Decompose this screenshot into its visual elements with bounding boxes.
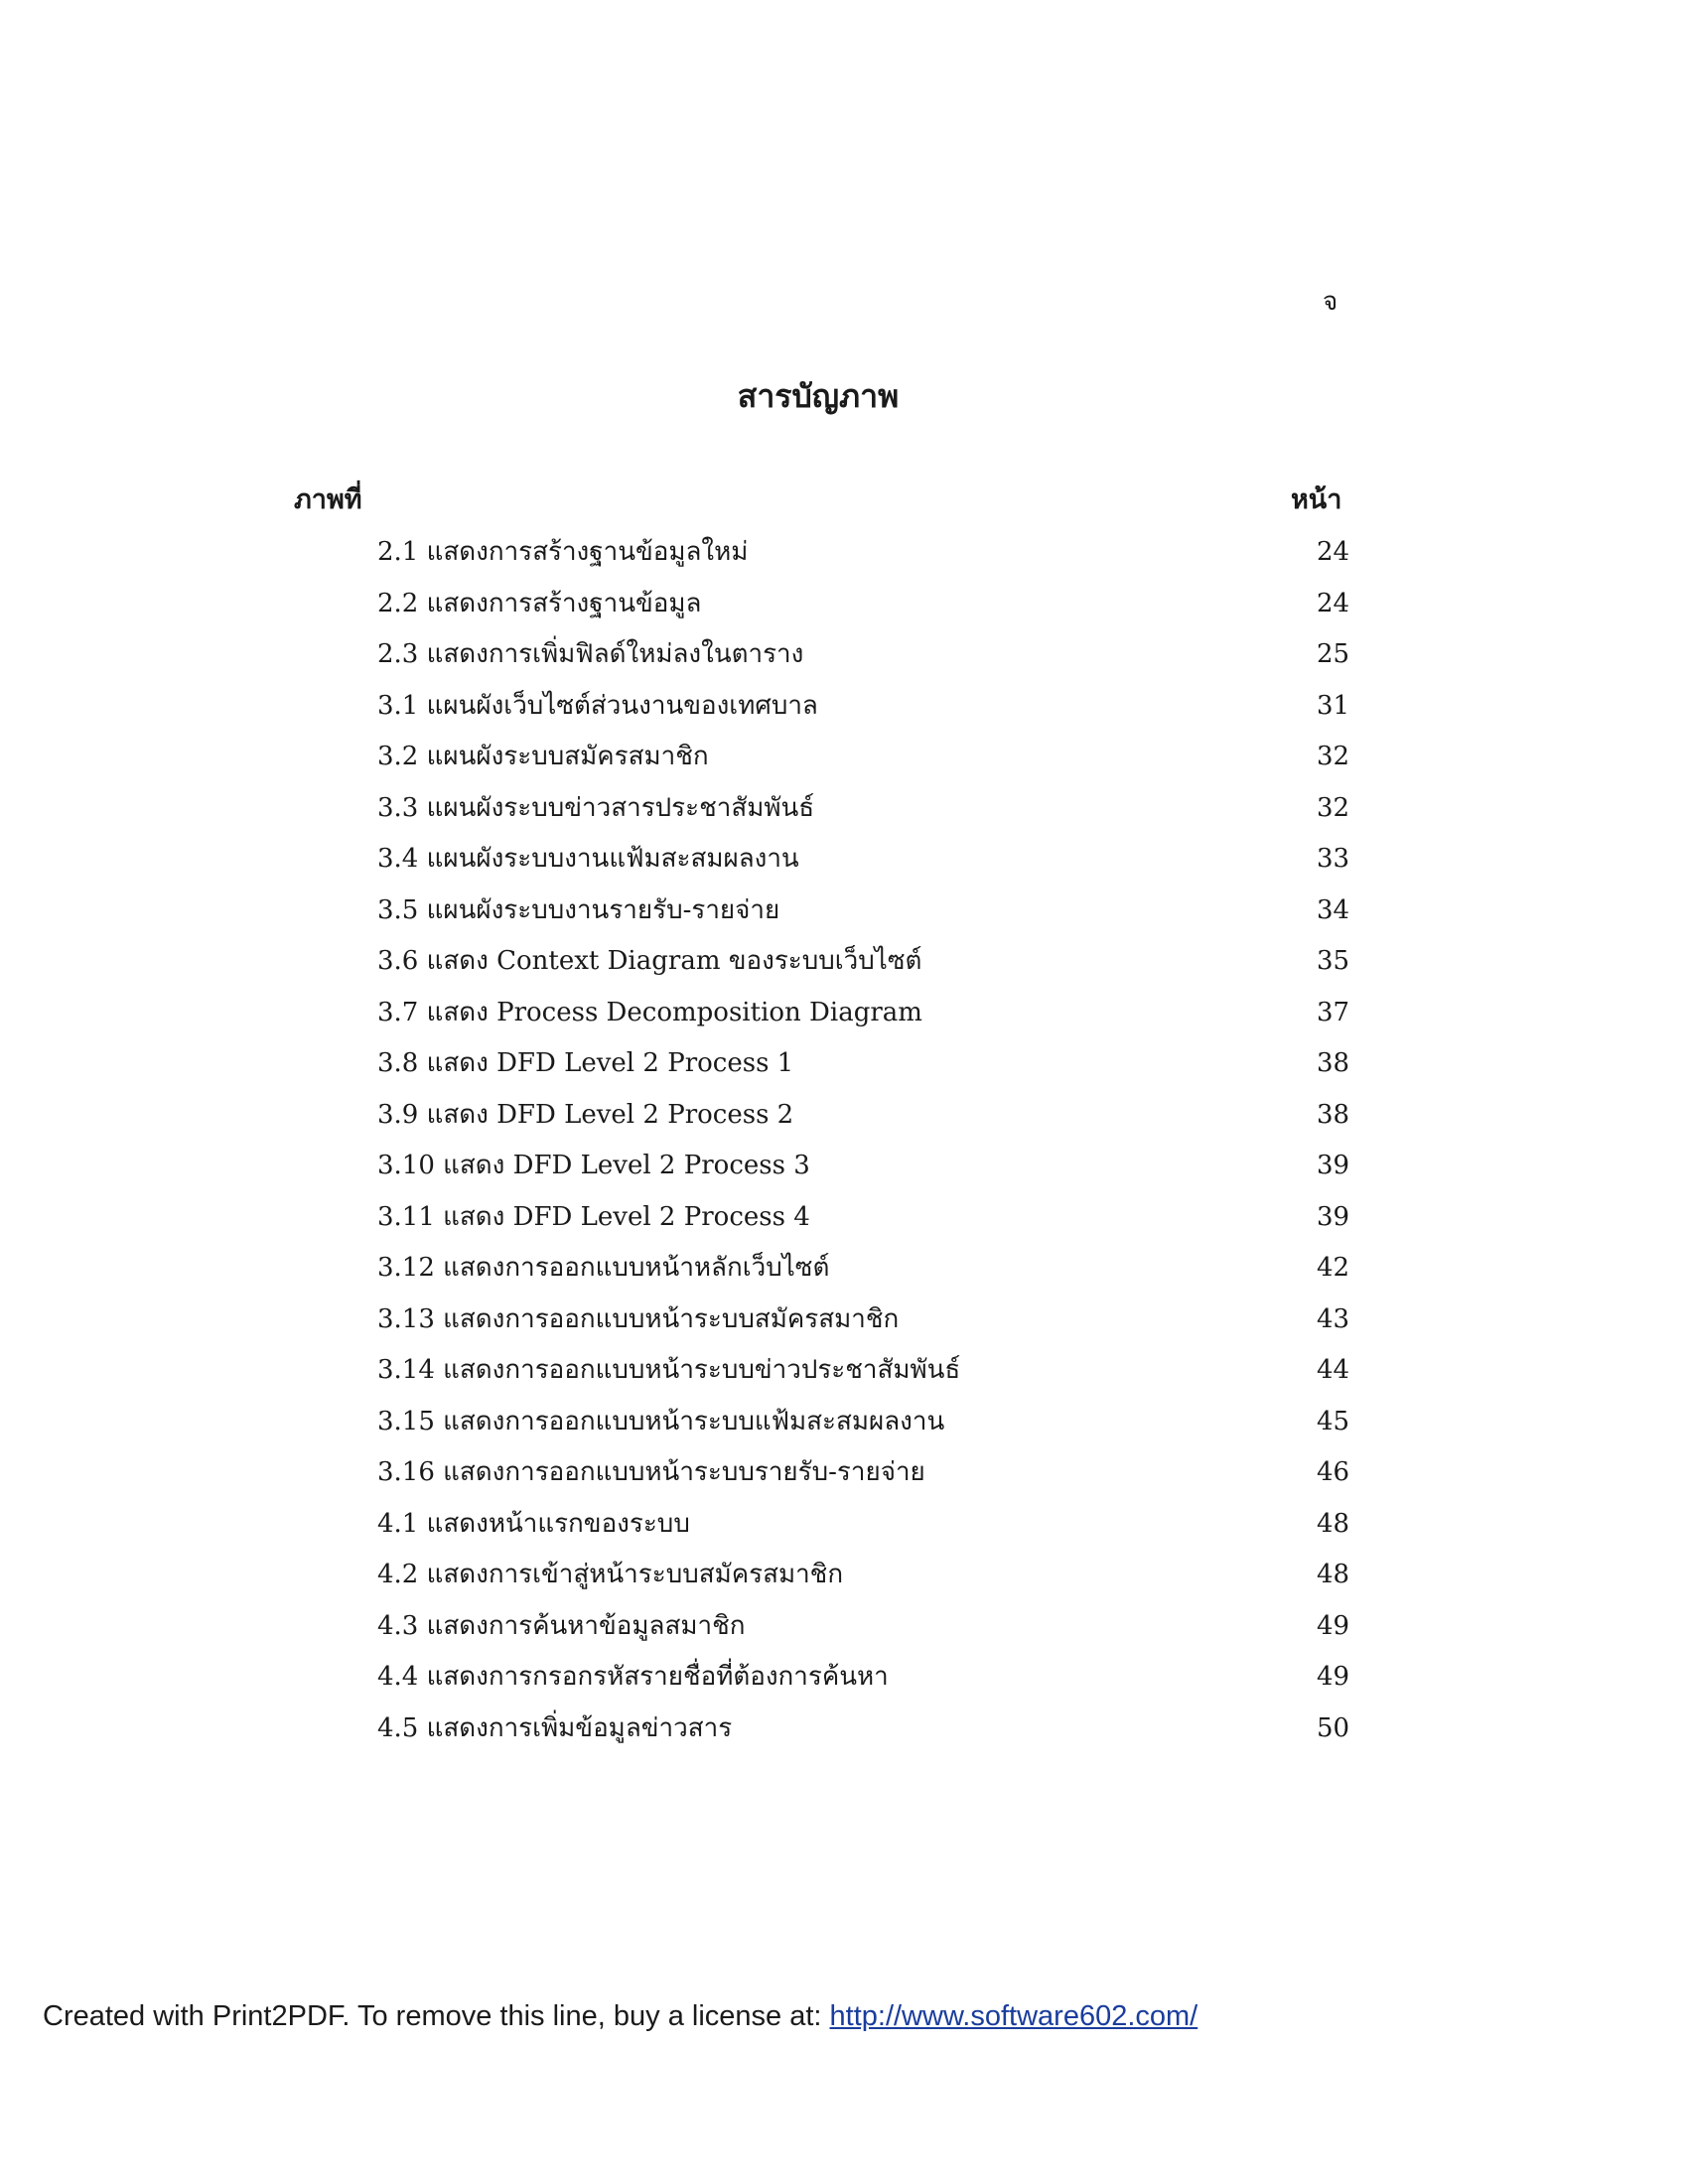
list-item — [377, 1655, 1370, 1706]
figure-caption: 4.5 แสดงการเพิ่มข้อมูลข่าวสาร — [377, 1712, 733, 1743]
list-item — [377, 1195, 1370, 1247]
page-number: จ — [1323, 287, 1338, 317]
figure-page-number: 24 — [1317, 537, 1350, 567]
figure-page-number: 49 — [1317, 1662, 1350, 1692]
figure-caption: 3.5 แผนผังระบบงานรายรับ-รายจ่าย — [377, 894, 780, 925]
list-item — [377, 1553, 1370, 1604]
figure-caption: 3.12 แสดงการออกแบบหน้าหลักเว็บไซต์ — [377, 1253, 830, 1283]
figure-page-number: 25 — [1317, 639, 1350, 669]
footer-text: Created with Print2PDF. To remove this line, buy a license at: — [43, 2000, 830, 2032]
figure-page-number: 45 — [1317, 1406, 1350, 1436]
figure-page-number: 38 — [1317, 1048, 1350, 1078]
figure-caption: 3.11 แสดง DFD Level 2 Process 4 — [377, 1201, 810, 1232]
figure-caption: 4.4 แสดงการกรอกรหัสรายชื่อที่ต้องการค้นหา — [377, 1662, 889, 1692]
figure-caption: 2.3 แสดงการเพิ่มฟิลด์ใหม่ลงในตาราง — [377, 639, 804, 669]
figure-caption: 3.10 แสดง DFD Level 2 Process 3 — [377, 1151, 810, 1180]
figure-caption: 3.14 แสดงการออกแบบหน้าระบบข่าวประชาสัมพันธ์ — [377, 1355, 961, 1385]
list-item — [377, 1502, 1370, 1554]
list-item — [377, 991, 1370, 1042]
figure-caption: 3.13 แสดงการออกแบบหน้าระบบสมัครสมาชิก — [377, 1303, 900, 1334]
figure-caption: 3.4 แผนผังระบบงานแฟ้มสะสมผลงาน — [377, 844, 799, 874]
figure-caption: 3.15 แสดงการออกแบบหน้าระบบแฟ้มสะสมผลงาน — [377, 1406, 945, 1436]
figure-page-number: 39 — [1317, 1201, 1350, 1232]
list-item — [377, 684, 1370, 736]
figure-page-number: 46 — [1317, 1457, 1350, 1487]
page-column-header: หน้า — [1291, 484, 1342, 515]
figure-page-number: 35 — [1317, 946, 1350, 976]
figure-page-number: 44 — [1317, 1355, 1350, 1385]
figure-page-number: 32 — [1317, 742, 1350, 771]
list-item — [377, 837, 1370, 888]
figure-page-number: 48 — [1317, 1560, 1350, 1589]
figure-caption: 4.3 แสดงการค้นหาข้อมูลสมาชิก — [377, 1610, 746, 1641]
figure-caption: 3.7 แสดง Process Decomposition Diagram — [377, 997, 922, 1027]
figure-page-number: 38 — [1317, 1099, 1350, 1130]
figure-page-number: 34 — [1317, 894, 1350, 925]
figure-caption: 3.1 แผนผังเว็บไซต์ส่วนงานของเทศบาล — [377, 690, 818, 721]
list-item — [377, 1348, 1370, 1400]
list-item — [377, 1297, 1370, 1349]
figure-page-number: 37 — [1317, 997, 1350, 1027]
list-item — [377, 1144, 1370, 1195]
figure-page-number: 42 — [1317, 1253, 1350, 1283]
figure-page-number: 33 — [1317, 844, 1350, 874]
list-item — [377, 632, 1370, 684]
list-item — [377, 786, 1370, 838]
figure-caption: 3.16 แสดงการออกแบบหน้าระบบรายรับ-รายจ่าย — [377, 1457, 925, 1487]
list-item — [377, 1604, 1370, 1656]
figure-caption: 4.1 แสดงหน้าแรกของระบบ — [377, 1508, 690, 1539]
figure-page-number: 49 — [1317, 1610, 1350, 1641]
list-item — [377, 1400, 1370, 1451]
figure-caption: 3.8 แสดง DFD Level 2 Process 1 — [377, 1048, 794, 1078]
footer-watermark — [43, 2000, 1197, 2033]
figure-caption: 3.2 แผนผังระบบสมัครสมาชิก — [377, 742, 709, 771]
list-item — [377, 939, 1370, 991]
list-item — [377, 1246, 1370, 1297]
list-item — [377, 530, 1370, 582]
footer-license-link[interactable]: http://www.software602.com/ — [829, 2000, 1198, 2032]
figure-caption: 2.2 แสดงการสร้างฐานข้อมูล — [377, 588, 702, 618]
figure-caption: 3.6 แสดง Context Diagram ของระบบเว็บไซต์ — [377, 946, 922, 976]
list-item — [377, 582, 1370, 633]
figure-page-number: 50 — [1317, 1712, 1350, 1743]
list-item — [377, 1041, 1370, 1093]
list-item — [377, 1450, 1370, 1502]
figure-page-number: 32 — [1317, 792, 1350, 823]
list-item — [377, 735, 1370, 786]
figure-list — [377, 530, 1370, 1757]
figure-page-number: 48 — [1317, 1508, 1350, 1539]
list-item — [377, 1093, 1370, 1145]
list-item — [377, 888, 1370, 940]
figure-page-number: 39 — [1317, 1151, 1350, 1180]
page-title: สารบัญภาพ — [737, 377, 900, 415]
figure-caption: 4.2 แสดงการเข้าสู่หน้าระบบสมัครสมาชิก — [377, 1560, 844, 1589]
figure-page-number: 24 — [1317, 588, 1350, 618]
figure-caption: 2.1 แสดงการสร้างฐานข้อมูลใหม่ — [377, 537, 749, 567]
figure-caption: 3.9 แสดง DFD Level 2 Process 2 — [377, 1099, 794, 1130]
list-item — [377, 1706, 1370, 1758]
figure-page-number: 31 — [1317, 690, 1350, 721]
figure-caption: 3.3 แผนผังระบบข่าวสารประชาสัมพันธ์ — [377, 792, 815, 823]
figure-column-header: ภาพที่ — [294, 484, 362, 515]
figure-page-number: 43 — [1317, 1303, 1350, 1334]
